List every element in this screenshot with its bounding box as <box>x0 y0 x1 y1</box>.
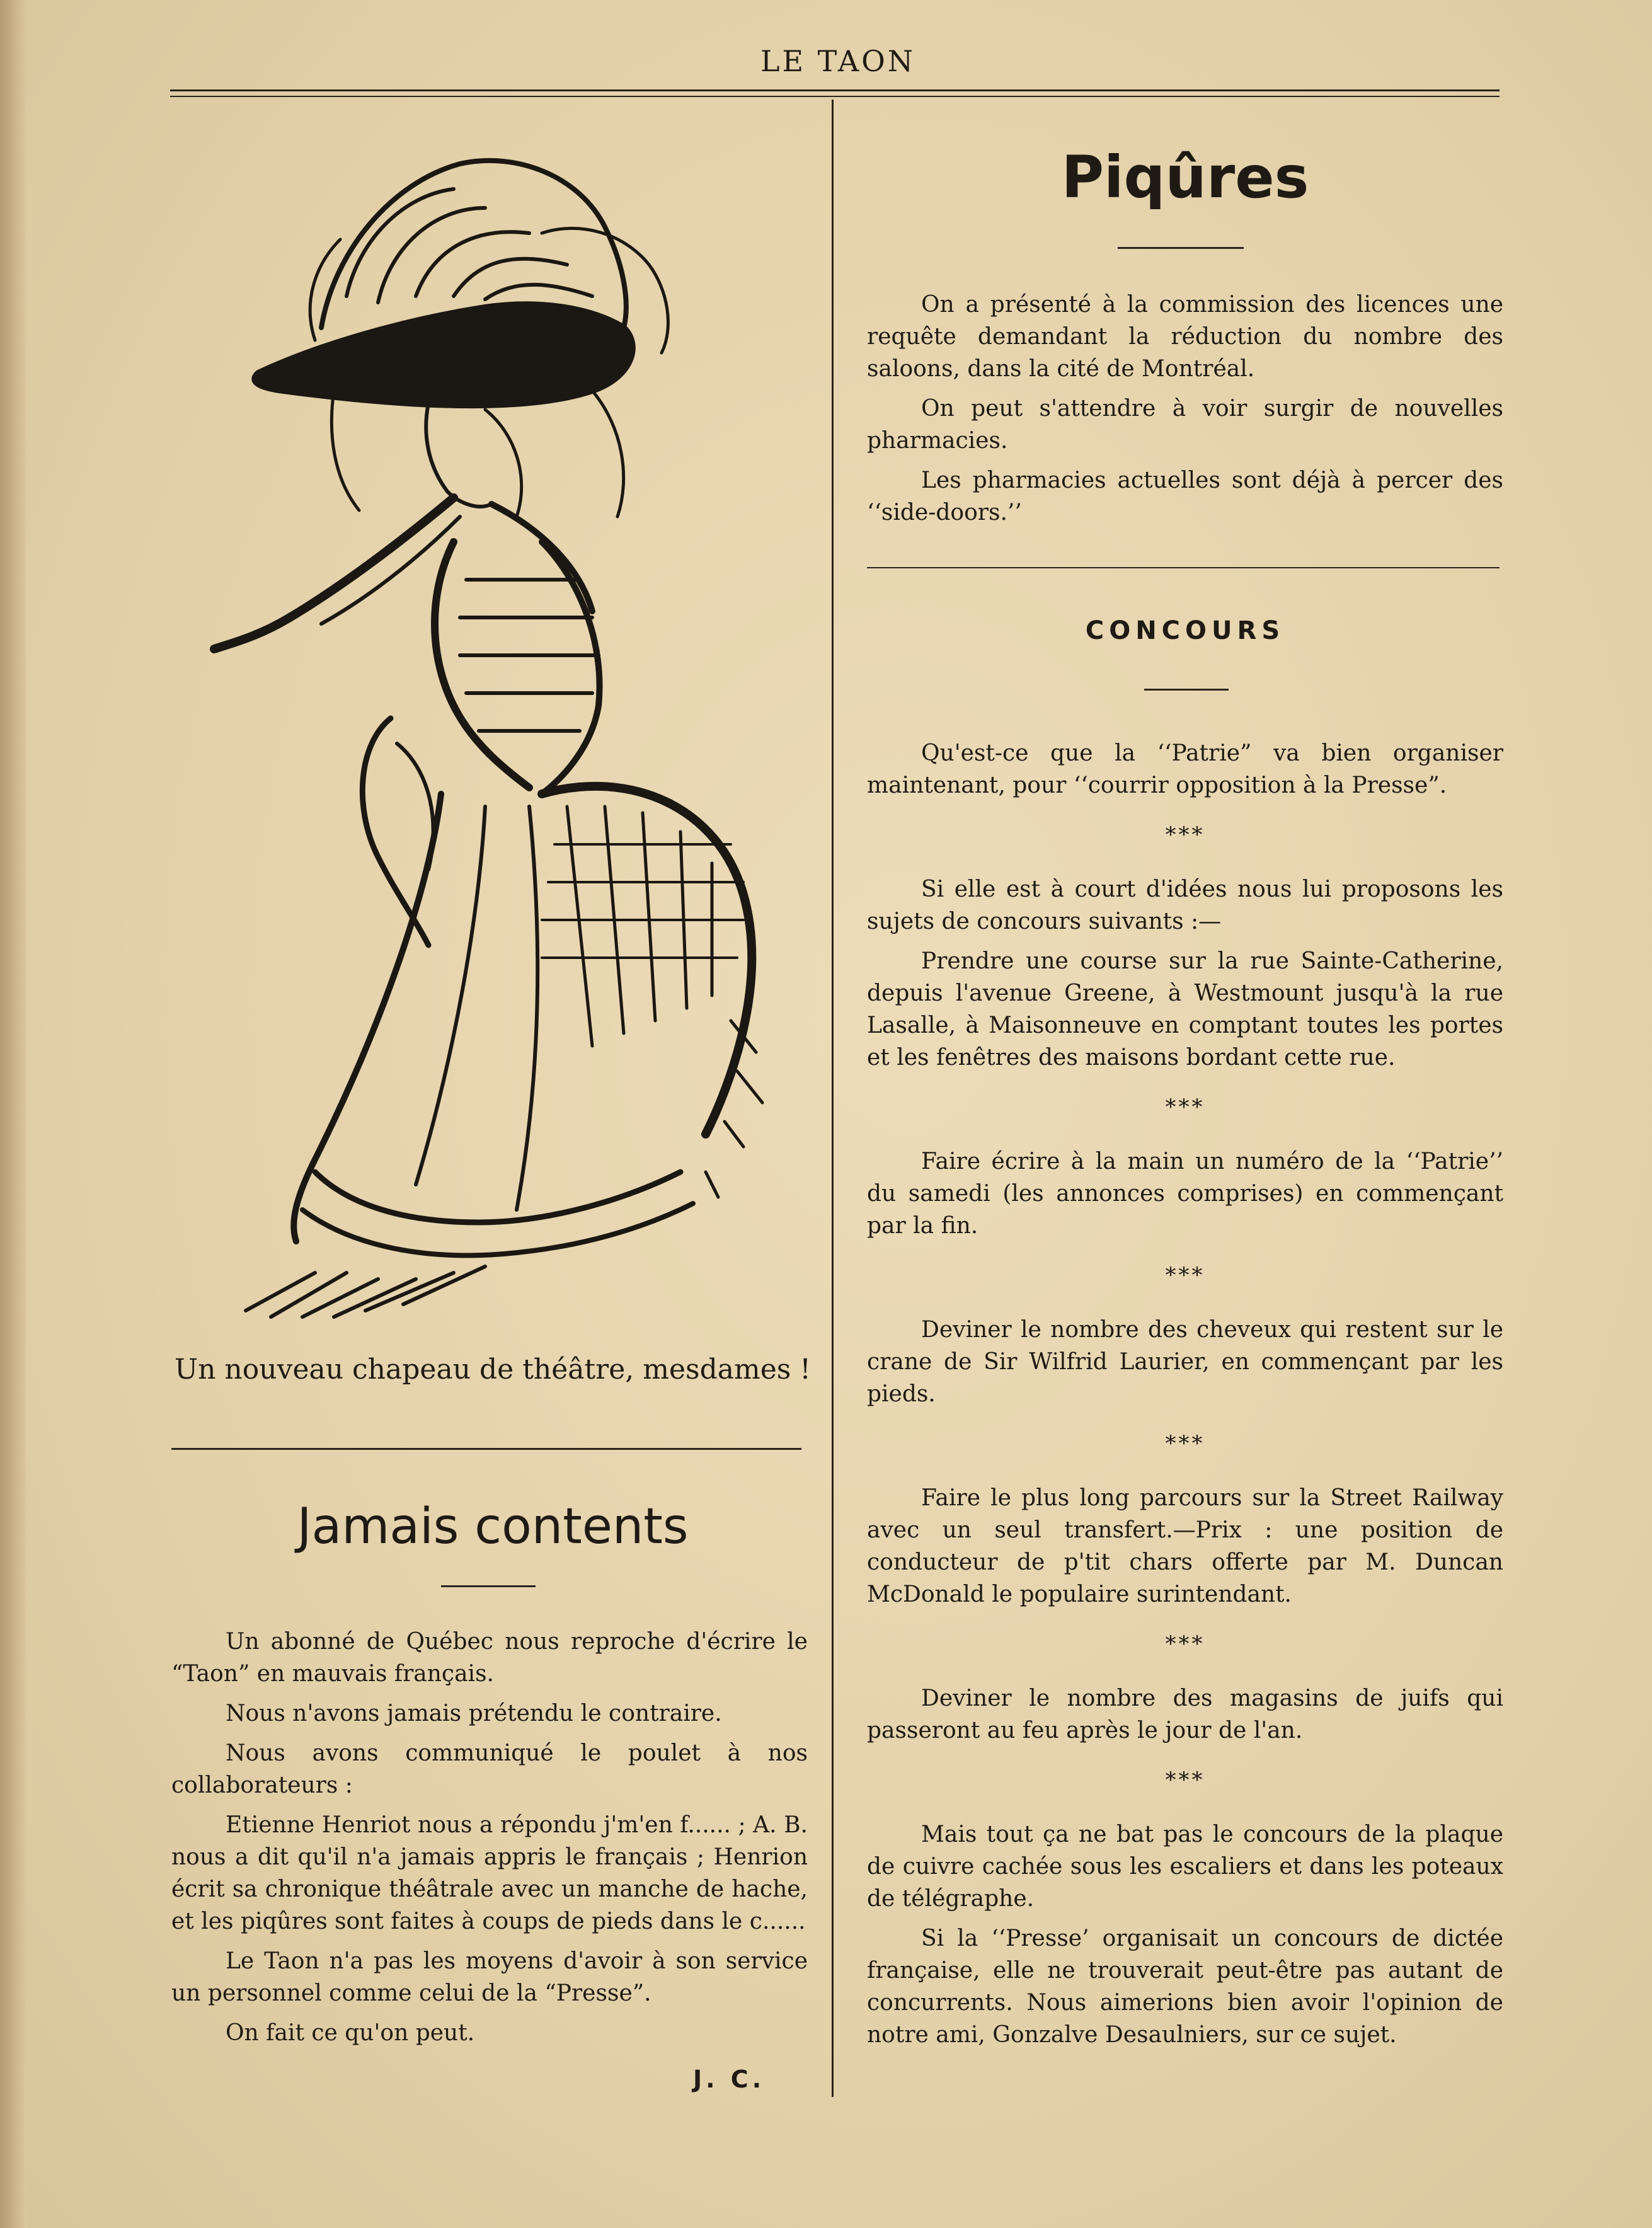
jamais-article <box>171 1626 808 2057</box>
jamais-title: Jamais contents <box>297 1498 689 1555</box>
paragraph: Si elle est à court d'idées nous lui proposons les sujets de concours suivants :— <box>867 876 1503 934</box>
paragraph: On a présenté à la commission des licences une requête demandant la réduction du nombre des saloons, dans la cité de Montréal. <box>867 292 1503 382</box>
paragraph: Etienne Henriot nous a répondu j'm'en f...... ; A. B. nous a dit qu'il n'a jamais appris le français ; Henrion écrit sa chronique théâtrale avec un manche de hache, et les piqûres sont faites à coups de pieds dans le c...... <box>171 1812 808 1934</box>
column-divider <box>832 100 834 2097</box>
paragraph: Si la ‘‘Presse’ organisait un concours de dictée française, elle ne trouverait peut-être pas autant de concurrents. Nous aimerions bien avoir l'opinion de notre ami, Gonzalve Desaulniers, sur ce sujet. <box>867 1926 1503 2048</box>
paragraph: Un abonné de Québec nous reproche d'écrire le “Taon” en mauvais français. <box>171 1629 808 1687</box>
paragraph: Faire écrire à la main un numéro de la ‘‘Patrie’’ du samedi (les annonces comprises) en commençant par la fin. <box>867 1149 1503 1239</box>
paragraph: Mais tout ça ne bat pas le concours de la plaque de cuivre cachée sous les escaliers et dans les poteaux de télégraphe. <box>867 1822 1503 1912</box>
section-rule <box>867 567 1500 568</box>
title-rule <box>441 1585 536 1587</box>
paragraph: On fait ce qu'on peut. <box>226 2020 475 2046</box>
star-separator: *** <box>1165 1094 1205 1120</box>
star-separator: *** <box>1165 822 1205 847</box>
header-rule <box>170 89 1500 91</box>
paragraph: Nous n'avons jamais prétendu le contraire. <box>226 1701 722 1726</box>
star-separator: *** <box>1165 1263 1205 1288</box>
signature: J. C. <box>693 2065 766 2093</box>
concours-article <box>867 737 1503 2059</box>
paragraph: On peut s'attendre à voir surgir de nouvelles pharmacies. <box>867 396 1503 454</box>
star-separator: *** <box>1165 1431 1205 1456</box>
star-separator: *** <box>1165 1767 1205 1793</box>
piqures-title: Piqûres <box>1061 144 1309 211</box>
paragraph: Les pharmacies actuelles sont déjà à percer des ‘‘side-doors.’’ <box>867 468 1503 525</box>
page-binding-edge <box>0 0 26 2228</box>
paragraph: Deviner le nombre des cheveux qui restent sur le crane de Sir Wilfrid Laurier, en commençant par les pieds. <box>867 1317 1503 1407</box>
piqures-article <box>867 289 1503 536</box>
star-separator: *** <box>1165 1631 1205 1657</box>
paragraph: Prendre une course sur la rue Sainte-Catherine, depuis l'avenue Greene, à Westmount jusqu'à la rue Lasalle, à Maisonneuve en comptant toutes les portes et les fenêtres des maisons bordant cette rue. <box>867 948 1503 1071</box>
paragraph: Nous avons communiqué le poulet à nos collaborateurs : <box>171 1740 808 1798</box>
section-rule <box>171 1448 801 1450</box>
running-title: LE TAON <box>760 44 916 78</box>
concours-title: CONCOURS <box>1085 616 1285 645</box>
illustration-caption: Un nouveau chapeau de théâtre, mesdames ! <box>175 1353 811 1386</box>
paragraph: Le Taon n'a pas les moyens d'avoir à son service un personnel comme celui de la “Presse”. <box>171 1948 808 2006</box>
title-rule <box>1144 689 1229 691</box>
paragraph: Deviner le nombre des magasins de juifs qui passeront au feu après le jour de l'an. <box>867 1685 1503 1743</box>
paragraph: Qu'est-ce que la ‘‘Patrie” va bien organiser maintenant, pour ‘‘courrir opposition à la Presse”. <box>867 740 1503 798</box>
woman-hat-illustration <box>189 139 806 1342</box>
paragraph: Faire le plus long parcours sur la Street Railway avec un seul transfert.—Prix : une position de conducteur de p'tit chars offerte par M. Duncan McDonald le populaire surintendant. <box>867 1485 1503 1607</box>
header-rule-thin <box>170 96 1500 97</box>
title-rule <box>1118 247 1244 249</box>
